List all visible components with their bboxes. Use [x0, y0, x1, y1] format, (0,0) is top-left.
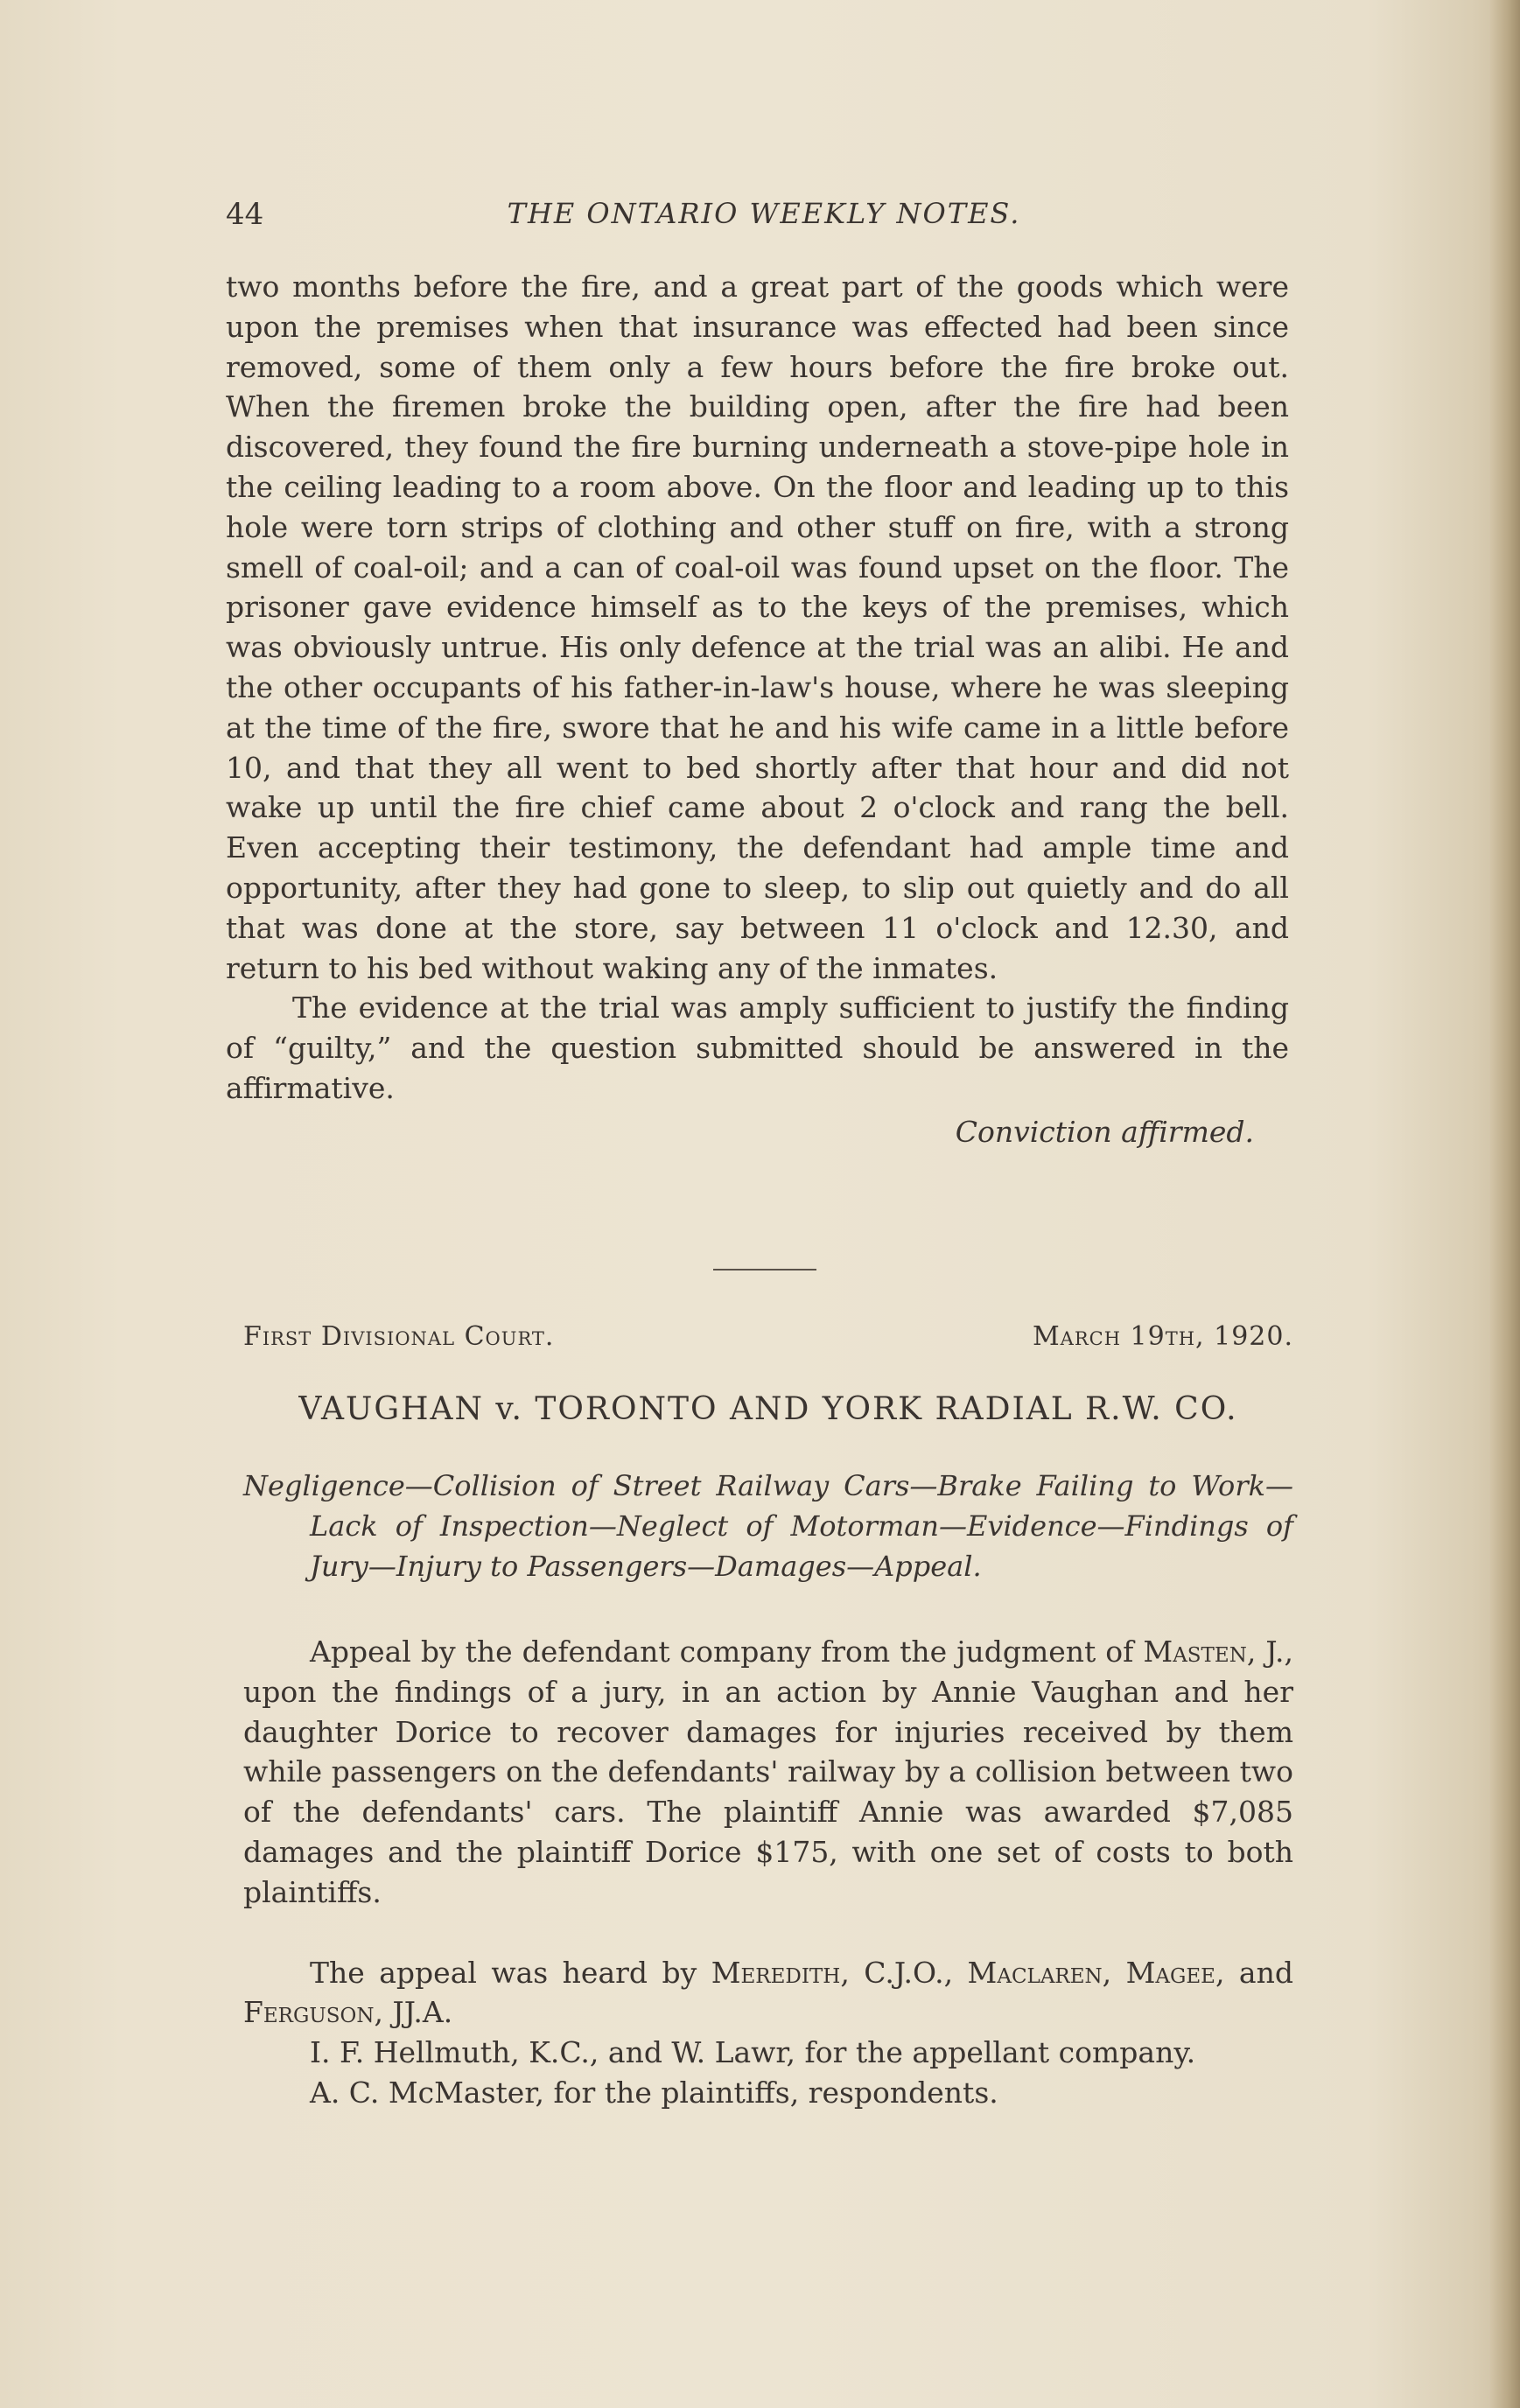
bench-text-4: , and — [1215, 1955, 1293, 1990]
judge-maclaren: Maclaren — [967, 1955, 1103, 1990]
bench-text-5: , JJ.A. — [374, 1995, 453, 2030]
case-body — [243, 1632, 1293, 2113]
court-name: First Divisional Court. — [243, 1321, 555, 1352]
case-title: VAUGHAN v. TORONTO AND YORK RADIAL R.W. CO. — [298, 1391, 1238, 1427]
bench-paragraph — [243, 1953, 1293, 2034]
appeal-paragraph — [243, 1632, 1293, 1913]
paragraph-conclusion: The evidence at the trial was amply sufficient to justify the finding of “guilty,” and the question submitted should be answered in the affirmative. — [226, 990, 1289, 1105]
running-head — [226, 197, 1302, 249]
judgment-date: March 19th, 1920. — [1032, 1321, 1293, 1352]
judgment-continuation — [226, 267, 1289, 1149]
court-line — [243, 1321, 1293, 1365]
judge-magee: Magee — [1125, 1955, 1215, 1990]
counsel-respondents: A. C. McMaster, for the plaintiffs, respondents. — [310, 2075, 998, 2110]
binding-edge — [1490, 0, 1520, 2408]
appeal-text-rest: , J., upon the findings of a jury, in an action by Annie Vaughan and her daughter Dorice to recover damages for injuries received by them while passengers on the defendants' railway by a collision between two of the defendants' cars. The plaintiff Annie was awarded $7,085 damages and the plaintiff Dorice $175, with one set of costs to both plaintiffs. — [243, 1634, 1293, 1909]
paragraph-evidence: two months before the fire, and a great part of the goods which were upon the premises when that insurance was effected had been since removed, some of them only a few hours before the fire broke out. When the firemen broke the building open, after the fire had been discovered, they found the fire burning underneath a stove-pipe hole in the ceiling leading to a room above. On the floor and leading up to this hole were torn strips of clothing and other stuff on fire, with a strong smell of coal-oil; and a can of coal-oil was found upset on the floor. The prisoner gave evidence himself as to the keys of the premises, which was obviously untrue. His only defence at the trial was an alibi. He and the other occupants of his father-in-law's house, where he was sleeping at the time of the fire, swore that he and his wife came in a little before 10, and that they all went to bed shortly after that hour and did not wake up until the fire chief came about 2 o'clock and rang the bell. Even accepting their testimony, the defendant had ample time and opportunity, after they had gone to sleep, to slip out quietly and do all that was done at the store, say between 11 o'clock and 12.30, and return to his bed without waking any of the inmates. — [226, 270, 1289, 985]
bench-text-start: The appeal was heard by — [310, 1955, 697, 1990]
disposition: Conviction affirmed. — [955, 1114, 1254, 1149]
bench-text-3: , — [1102, 1955, 1112, 1990]
journal-title: THE ONTARIO WEEKLY NOTES. — [507, 197, 1021, 230]
section-divider — [713, 1269, 816, 1270]
appeal-text-start: Appeal by the defendant company from the judgment of — [310, 1634, 1134, 1669]
trial-judge: Masten — [1143, 1634, 1247, 1669]
judge-meredith: Meredith — [711, 1955, 841, 1990]
page-number: 44 — [226, 197, 264, 232]
headnote-text: Negligence—Collision of Street Railway Cars—Brake Failing to Work—Lack of Inspection—Neglect of Motorman—Evidence—Findings of Jury—Injury to Passengers—Damages—Appeal. — [243, 1469, 1293, 1583]
counsel-appellant: I. F. Hellmuth, K.C., and W. Lawr, for the appellant company. — [310, 2035, 1196, 2070]
judge-ferguson: Ferguson — [243, 1995, 375, 2030]
bench-text-2: , C.J.O., — [840, 1955, 954, 1990]
headnote — [243, 1466, 1293, 1586]
